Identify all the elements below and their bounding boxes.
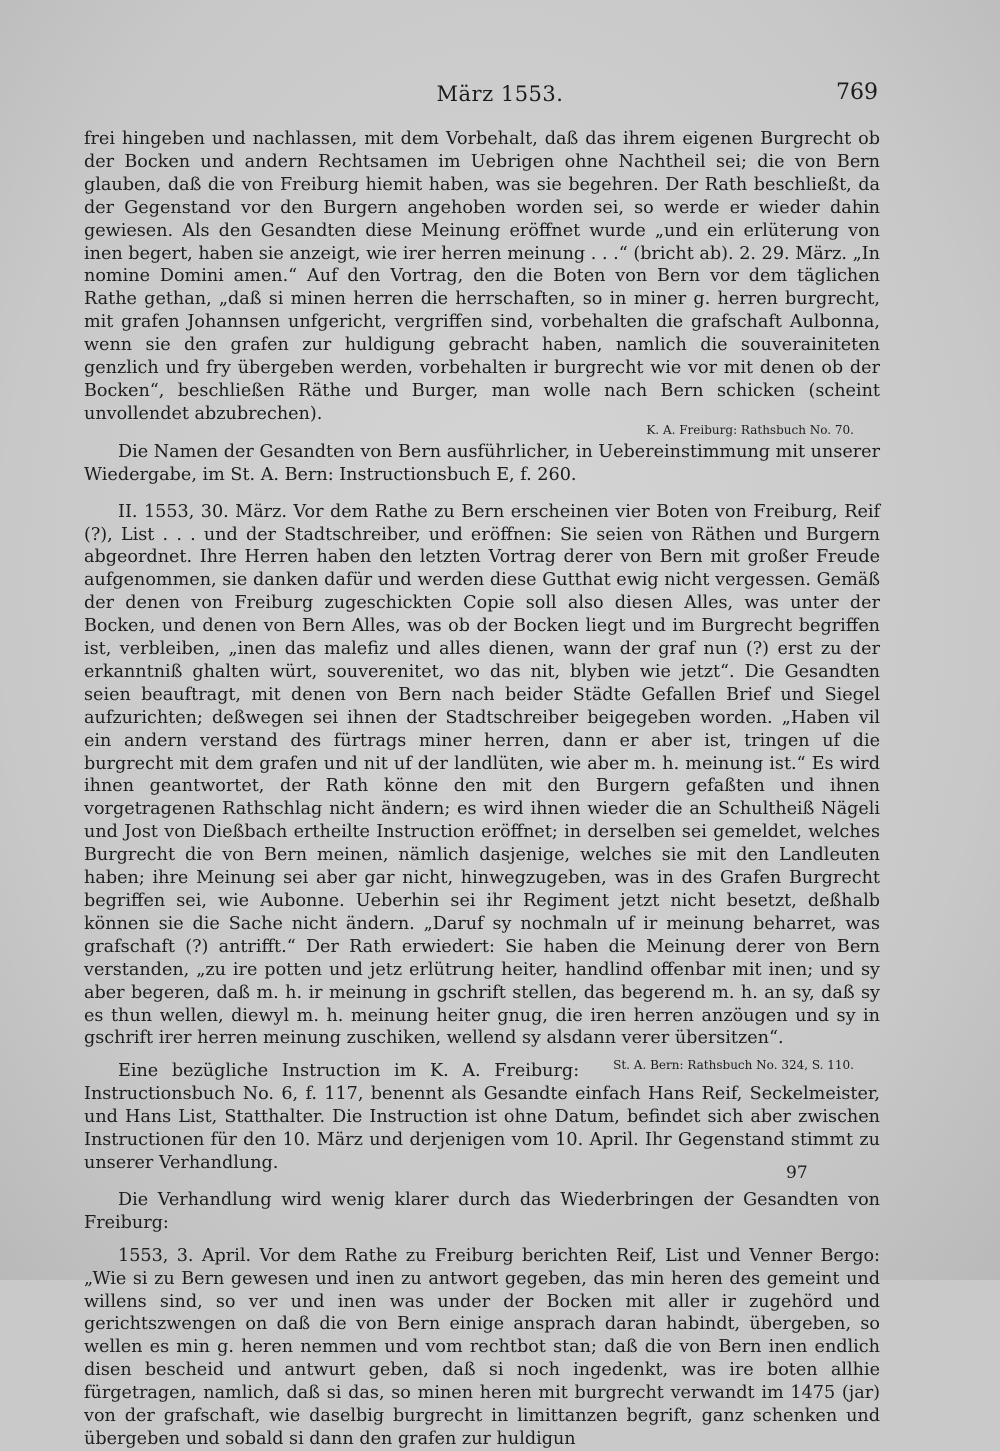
- paragraph-6: 1553, 3. April. Vor dem Rathe zu Freiburg berichten Reif, List und Venner Bergo: „Wie si zu Bern gewesen und inen zu antwort gegeben, das min heren des gemeint und willens sind, so ver und inen was under der Bocken mit aller ir zugehörd und gerichtszwengen on daß die von Bern einige ansprach daran habindt, übergeben, so wellen es min g. heren nemmen und vom rechtbot stan; daß die von Bern inen endlich disen bescheid und antwurt geben, daß si noch ingedenkt, was ire boten allhie fürgetragen, namlich, daß si das, so minen heren mit burgrecht verwandt im 1475 (jar) von der grafschaft, wie daselbig burgrecht in limittanzen begrift, ganz schenken und übergeben und sobald si dann den grafen zur huldigun: [84, 1245, 880, 1449]
- paragraph-4: Eine bezügliche Instruction im K. A. Freiburg: Instructionsbuch No. 6, f. 117, benennt als Gesandte einfach Hans Reif, Seckelmeister, und Hans List, Statthalter. Die Instruction ist ohne Datum, befindet sich aber zwischen Instructionen für den 10. März und derjenigen vom 10. April. Ihr Gegenstand stimmt zu unserer Verhandlung.: [84, 1061, 880, 1173]
- source-citation-1: K. A. Freiburg: Rathsbuch No. 70.: [646, 422, 854, 437]
- running-header: März 1553.: [436, 82, 564, 106]
- paragraph-2: Die Namen der Gesandten von Bern ausführlicher, in Uebereinstimmung mit unserer Wiedergabe, im St. A. Bern: Instructionsbuch E, f. 260.: [84, 441, 880, 485]
- sheet-signature: 97: [786, 1163, 808, 1183]
- paragraph-1: frei hingeben und nachlassen, mit dem Vorbehalt, daß das ihrem eigenen Burgrecht ob der Bocken und andern Rechtsamen im Uebrigen ohne Nachtheil sei; die von Bern glauben, daß die von Freiburg hiemit haben, was sie begehren. Der Rath beschließt, da der Gegenstand vor den Burgern angehoben worden sei, so werde er wieder dahin gewiesen. Als den Gesandten diese Meinung eröffnet wurde „und ein erlüterung von inen begert, haben sie anzeigt, wie irer herren meinung . . .“ (bricht ab). 2. 29. März. „In nomine Domini amen.“ Auf den Vortrag, den die Boten von Bern vor dem täglichen Rathe gethan, „daß si minen herren die herrschaften, so in miner g. herren burgrecht, mit grafen Johannsen unfgericht, vergriffen sind, vorbehalten die grafschaft Aulbonna, wenn sie den grafen zur huldigung gebracht haben, namlich die souverainiteten genzlich und fry übergeben werden, vorbehalten ir burgrecht wie vor mit denen ob der Bocken“, beschließen Räthe und Burger, man wolle nach Bern schicken (scheint unvollendet abzubrechen).: [84, 129, 880, 424]
- paragraph-5: Die Verhandlung wird wenig klarer durch das Wiederbringen der Gesandten von Freiburg:: [84, 1189, 880, 1233]
- source-citation-2: St. A. Bern: Rathsbuch No. 324, S. 110.: [613, 1058, 854, 1073]
- page-number: 769: [836, 80, 878, 105]
- paragraph-3: [84, 501, 880, 1073]
- body-text: [84, 128, 880, 1451]
- paragraph-3-text: II. 1553, 30. März. Vor dem Rathe zu Bern erscheinen vier Boten von Freiburg, Reif (?), List . . . und der Stadtschreiber, und eröffnen: Sie seien von Räthen und Burgern abgeordnet. Ihre Herren haben den letzten Vortrag derer von Bern mit großer Freude aufgenommen, sie danken dafür und werden diese Gutthat ewig nicht vergessen. Gemäß der denen von Freiburg zugeschickten Copie soll also diesen Alles, was unter der Bocken, und denen von Bern Alles, was ob der Bocken liegt und im Burgrecht begriffen ist, verbleiben, „inen das malefiz und alles dienen, wann der graf nun (?) erst zu der erkanntniß ghalten würt, souverenitet, wo das nit, blyben wie jetzt“. Die Gesandten seien beauftragt, mit denen von Bern nach beider Städte Gefallen Brief und Siegel aufzurichten; deßwegen sei ihnen der Stadtschreiber beigegeben worden. „Haben vil ein andern verstand des fürtrags miner herren, dann er aber ist, tringen uf die burgrecht mit dem grafen und nit uf der landlüten, wie aber m. h. meinung ist.“ Es wird ihnen geantwortet, der Rath könne den mit den Burgern gefaßten und ihnen vorgetragenen Rathschlag nicht ändern; es wird ihnen wieder die an Schultheiß Nägeli und Jost von Dießbach ertheilte Instruction eröffnet; in derselben sei gemeldet, welches Burgrecht die von Bern meinen, nämlich dasjenige, welches sie mit den Landleuten haben; ihre Meinung sei aber gar nicht, hinwegzugeben, was in des Grafen Burgrecht begriffen sei, wie Aubonne. Ueberhin sei ihr Regiment jetzt nicht besetzt, deßhalb können sie die Sache nicht ändern. „Daruf sy nochmaln uf ir meinung beharret, was grafschaft (?) antrifft.“ Der Rath erwiedert: Sie haben die Meinung derer von Bern verstanden, „zu ire potten und jetz erlütrung heiter, handlind offenbar mit inen; und sy aber begeren, daß m. h. ir meinung in gschrift stellen, das begerend m. h. an sy, daß sy es thun wellen, diewyl m. h. meinung heiter gnug, die iren herren anzöugen und sy in gschrift irer herren meinung zuschiken, wellend sy alsdann verer übersitzen“.: [84, 501, 880, 1049]
